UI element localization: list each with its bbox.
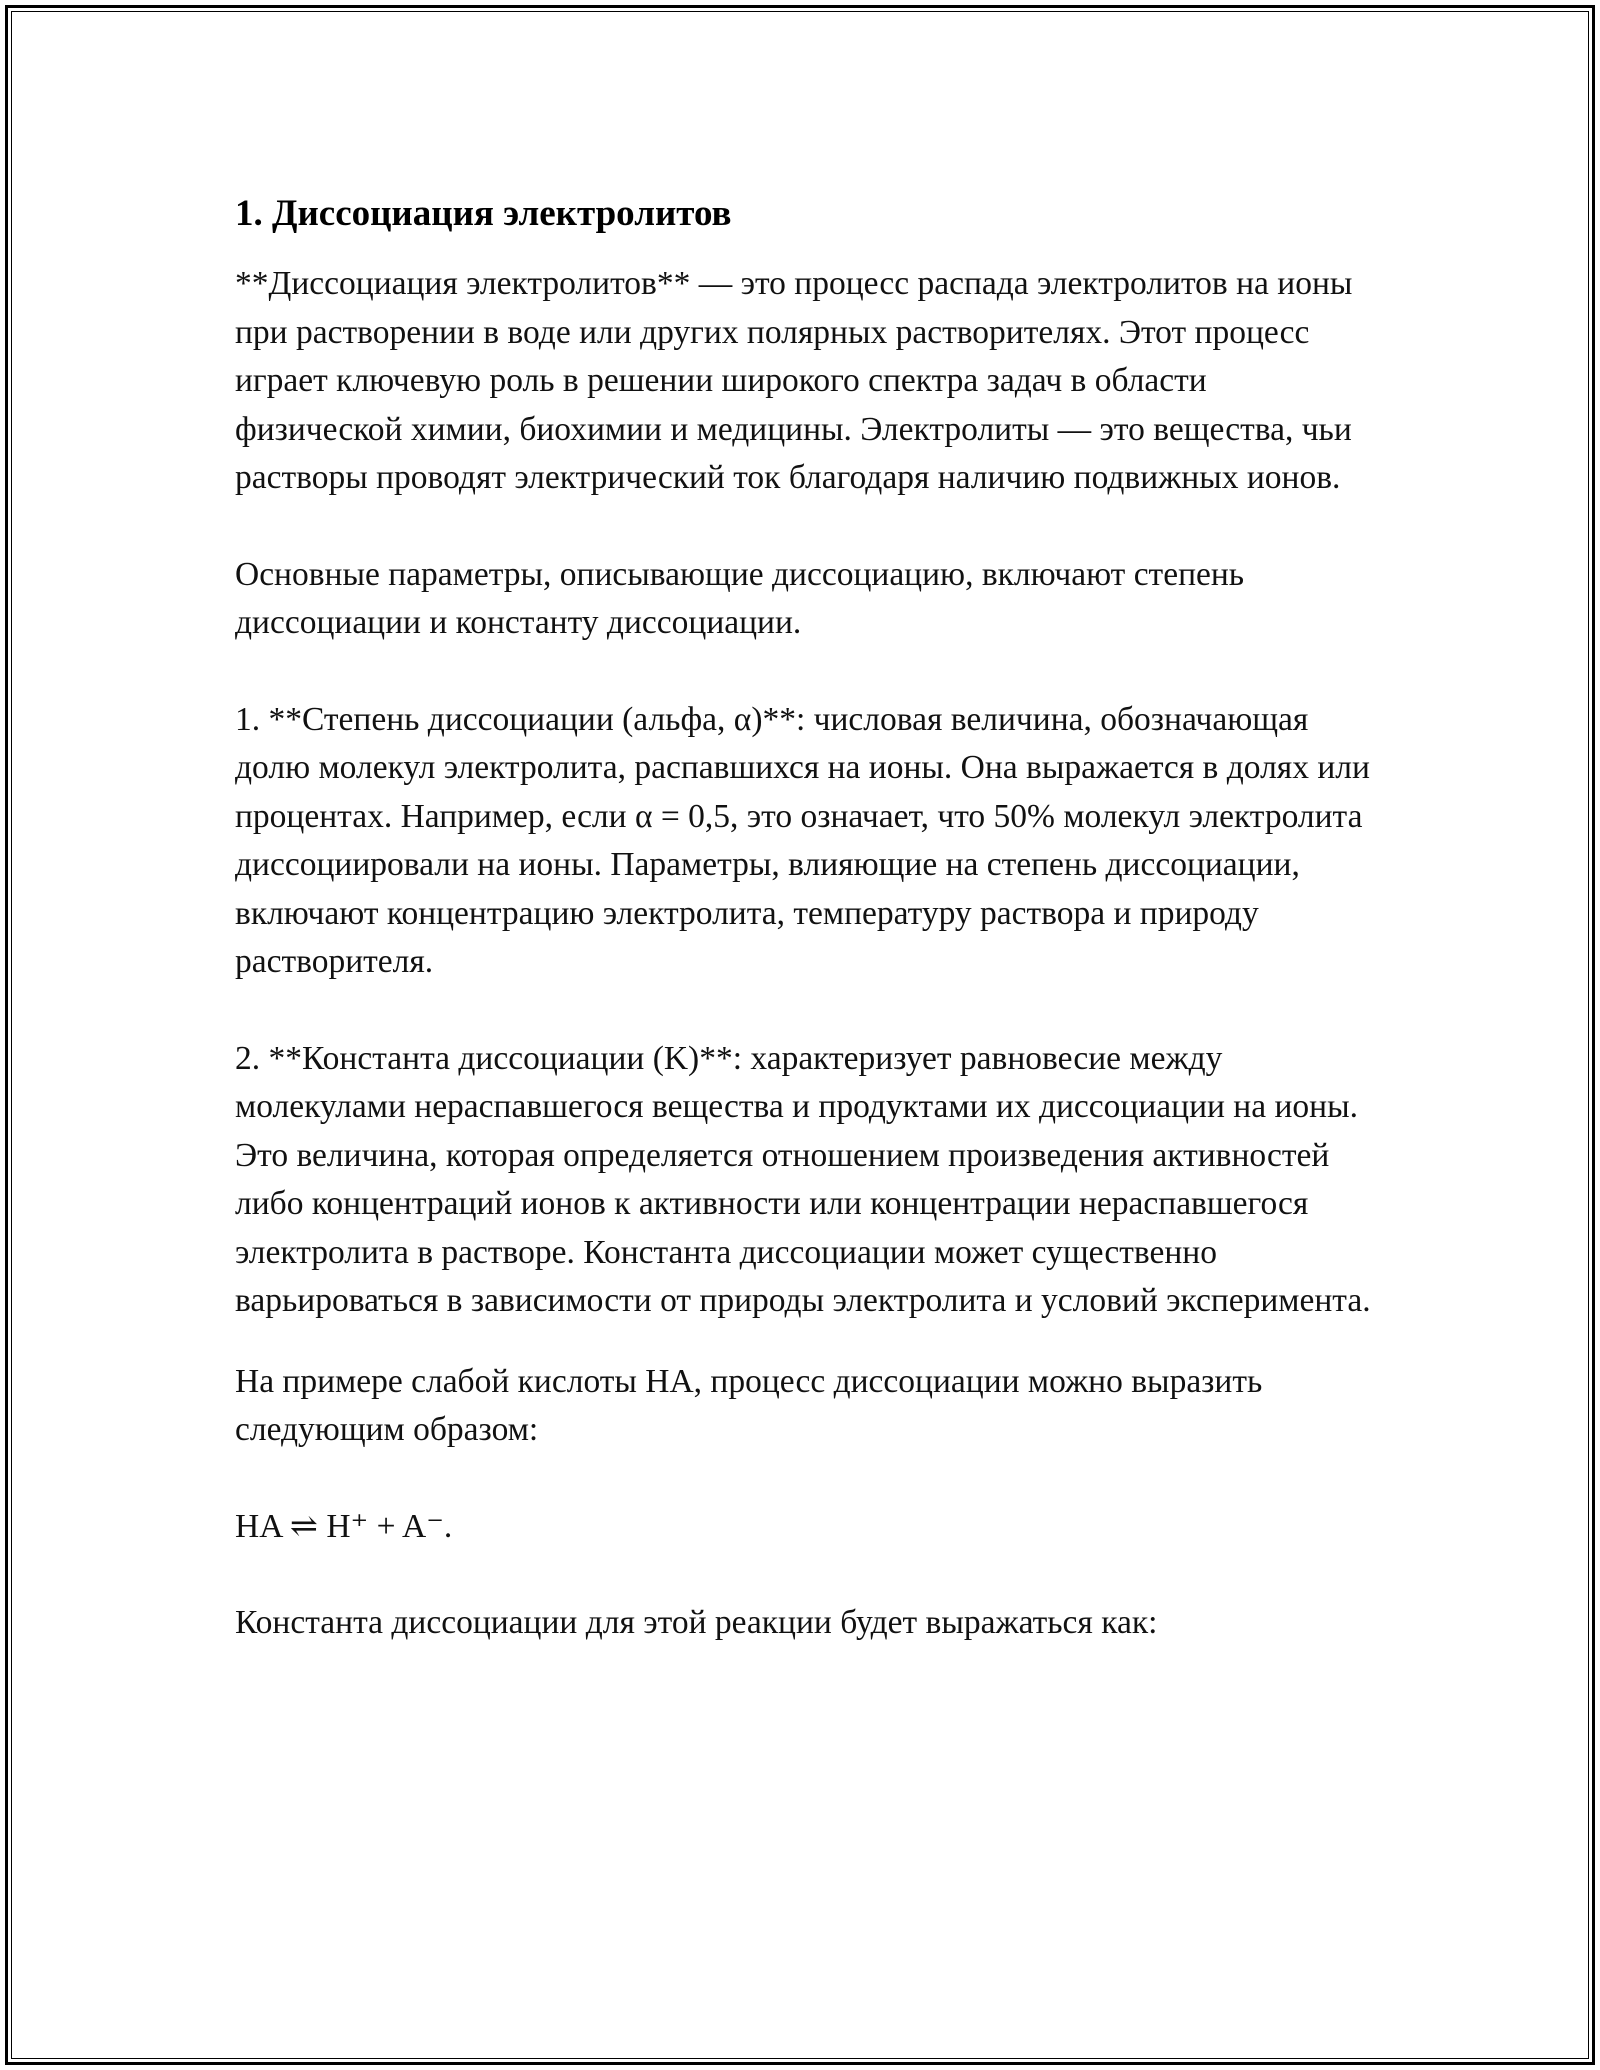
paragraph-parameters: Основные параметры, описывающие диссоциацию, включают степень диссоциации и константу диссоциации. (235, 555, 1245, 641)
paragraph-constant-expression: Константа диссоциации для этой реакции будет выражаться как: (235, 1604, 1158, 1641)
reaction-equation: HA ⇌ H⁺ + A⁻. (235, 1507, 453, 1545)
section-heading: 1. Диссоциация электролитов (235, 193, 732, 234)
paragraph-intro: **Диссоциация электролитов** — это процесс распада электролитов на ионы при растворении в воде или других полярных растворителях. Этот процесс играет ключевую роль в решении широкого спектра задач в области физической химии, биохимии и медицины. Электролиты — это вещества, чьи растворы проводят электрический ток благодаря наличию подвижных ионов. (235, 265, 1353, 496)
paragraph-constant: 2. **Константа диссоциации (K)**: характеризует равновесие между молекулами нераспавшегося вещества и продуктами их диссоциации на ионы. Это величина, которая определяется отношением произведения активностей либо концентраций ионов к активности или концентрации нераспавшегося электролита в растворе. Константа диссоциации может существенно варьироваться в зависимости от природы электролита и условий эксперимента. (235, 1039, 1371, 1319)
document-body (235, 186, 1375, 1648)
paragraph-example: На примере слабой кислоты HA, процесс диссоциации можно выразить следующим образом: (235, 1362, 1263, 1448)
paragraph-degree: 1. **Степень диссоциации (альфа, α)**: числовая величина, обозначающая долю молекул электролита, распавшихся на ионы. Она выражается в долях или процентах. Например, если α = 0,5, это означает, что 50% молекул электролита диссоциировали на ионы. Параметры, влияющие на степень диссоциации, включают концентрацию электролита, температуру раствора и природу растворителя. (235, 700, 1370, 980)
